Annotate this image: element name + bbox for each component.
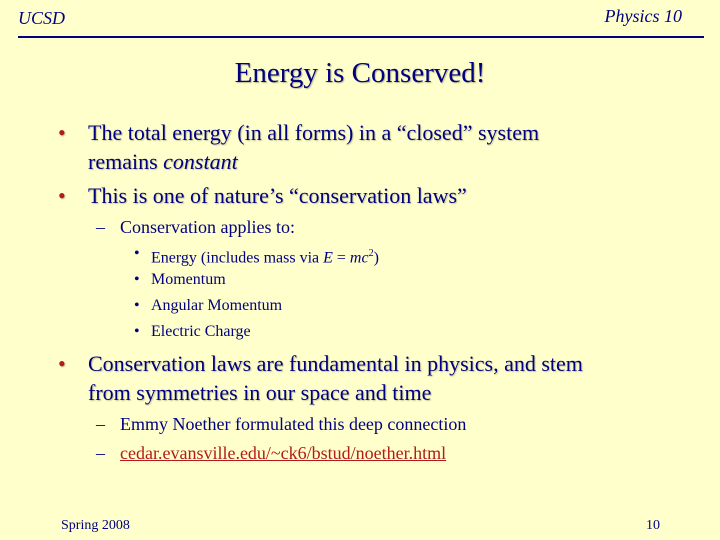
bullet-icon: •: [58, 120, 66, 145]
bullet-icon: •: [134, 271, 140, 288]
dash-icon: –: [96, 443, 105, 463]
header-right: Physics 10: [604, 6, 682, 26]
bullet-icon: •: [134, 297, 140, 314]
header-left: UCSD: [18, 8, 66, 28]
slide-number: 10: [646, 518, 660, 533]
sub-bullet-noether: [96, 413, 656, 435]
list-item-text: Momentum: [151, 271, 226, 288]
bullet-text: This is one of nature’s “conservation laws”: [88, 183, 467, 208]
bullet-line-2: from symmetries in our space and time: [88, 380, 432, 405]
bullet-closed-system: [58, 118, 658, 176]
dash-icon: –: [96, 217, 105, 237]
list-item-text: Angular Momentum: [151, 297, 283, 314]
bullet-text: [88, 118, 658, 176]
bullet-line-2a: remains: [88, 149, 164, 174]
list-item-angular: [134, 296, 282, 316]
bullet-line-1: The total energy (in all forms) in a “closed” system: [88, 120, 540, 145]
header-rule: [18, 36, 704, 38]
sub-bullet-text: Conservation applies to:: [120, 217, 295, 237]
sub-bullet-link: [96, 442, 656, 464]
bullet-icon: •: [58, 183, 66, 208]
close-paren: ): [373, 249, 379, 267]
footer-date: Spring 2008: [61, 518, 130, 533]
bullet-symmetries: [58, 349, 658, 407]
bullet-text: [88, 349, 658, 407]
sub-bullet-applies: [96, 216, 656, 238]
list-item-charge: [134, 322, 251, 342]
slide-title: Energy is Conserved!: [234, 57, 486, 89]
bullet-icon: •: [134, 323, 140, 340]
list-item-text: [151, 244, 379, 268]
exponent: 2: [368, 248, 374, 259]
bullet-conservation-laws: [58, 181, 658, 210]
equals-sign: =: [332, 249, 350, 267]
energy-text: Energy (includes mass via: [151, 249, 324, 267]
noether-link[interactable]: cedar.evansville.edu/~ck6/bstud/noether.html: [120, 443, 447, 463]
dash-icon: –: [96, 414, 105, 434]
sub-bullet-text: Emmy Noether formulated this deep connection: [120, 414, 467, 434]
list-item-text: Electric Charge: [151, 323, 251, 340]
list-item-momentum: [134, 270, 226, 290]
list-item-energy: [134, 244, 379, 268]
mc-symbol: mc: [349, 249, 369, 267]
bullet-icon: •: [58, 351, 66, 376]
bullet-line-2b: constant: [163, 149, 238, 174]
bullet-icon: •: [134, 245, 140, 262]
energy-symbol: E: [323, 249, 333, 267]
bullet-line-1: Conservation laws are fundamental in physics, and stem: [88, 351, 583, 376]
